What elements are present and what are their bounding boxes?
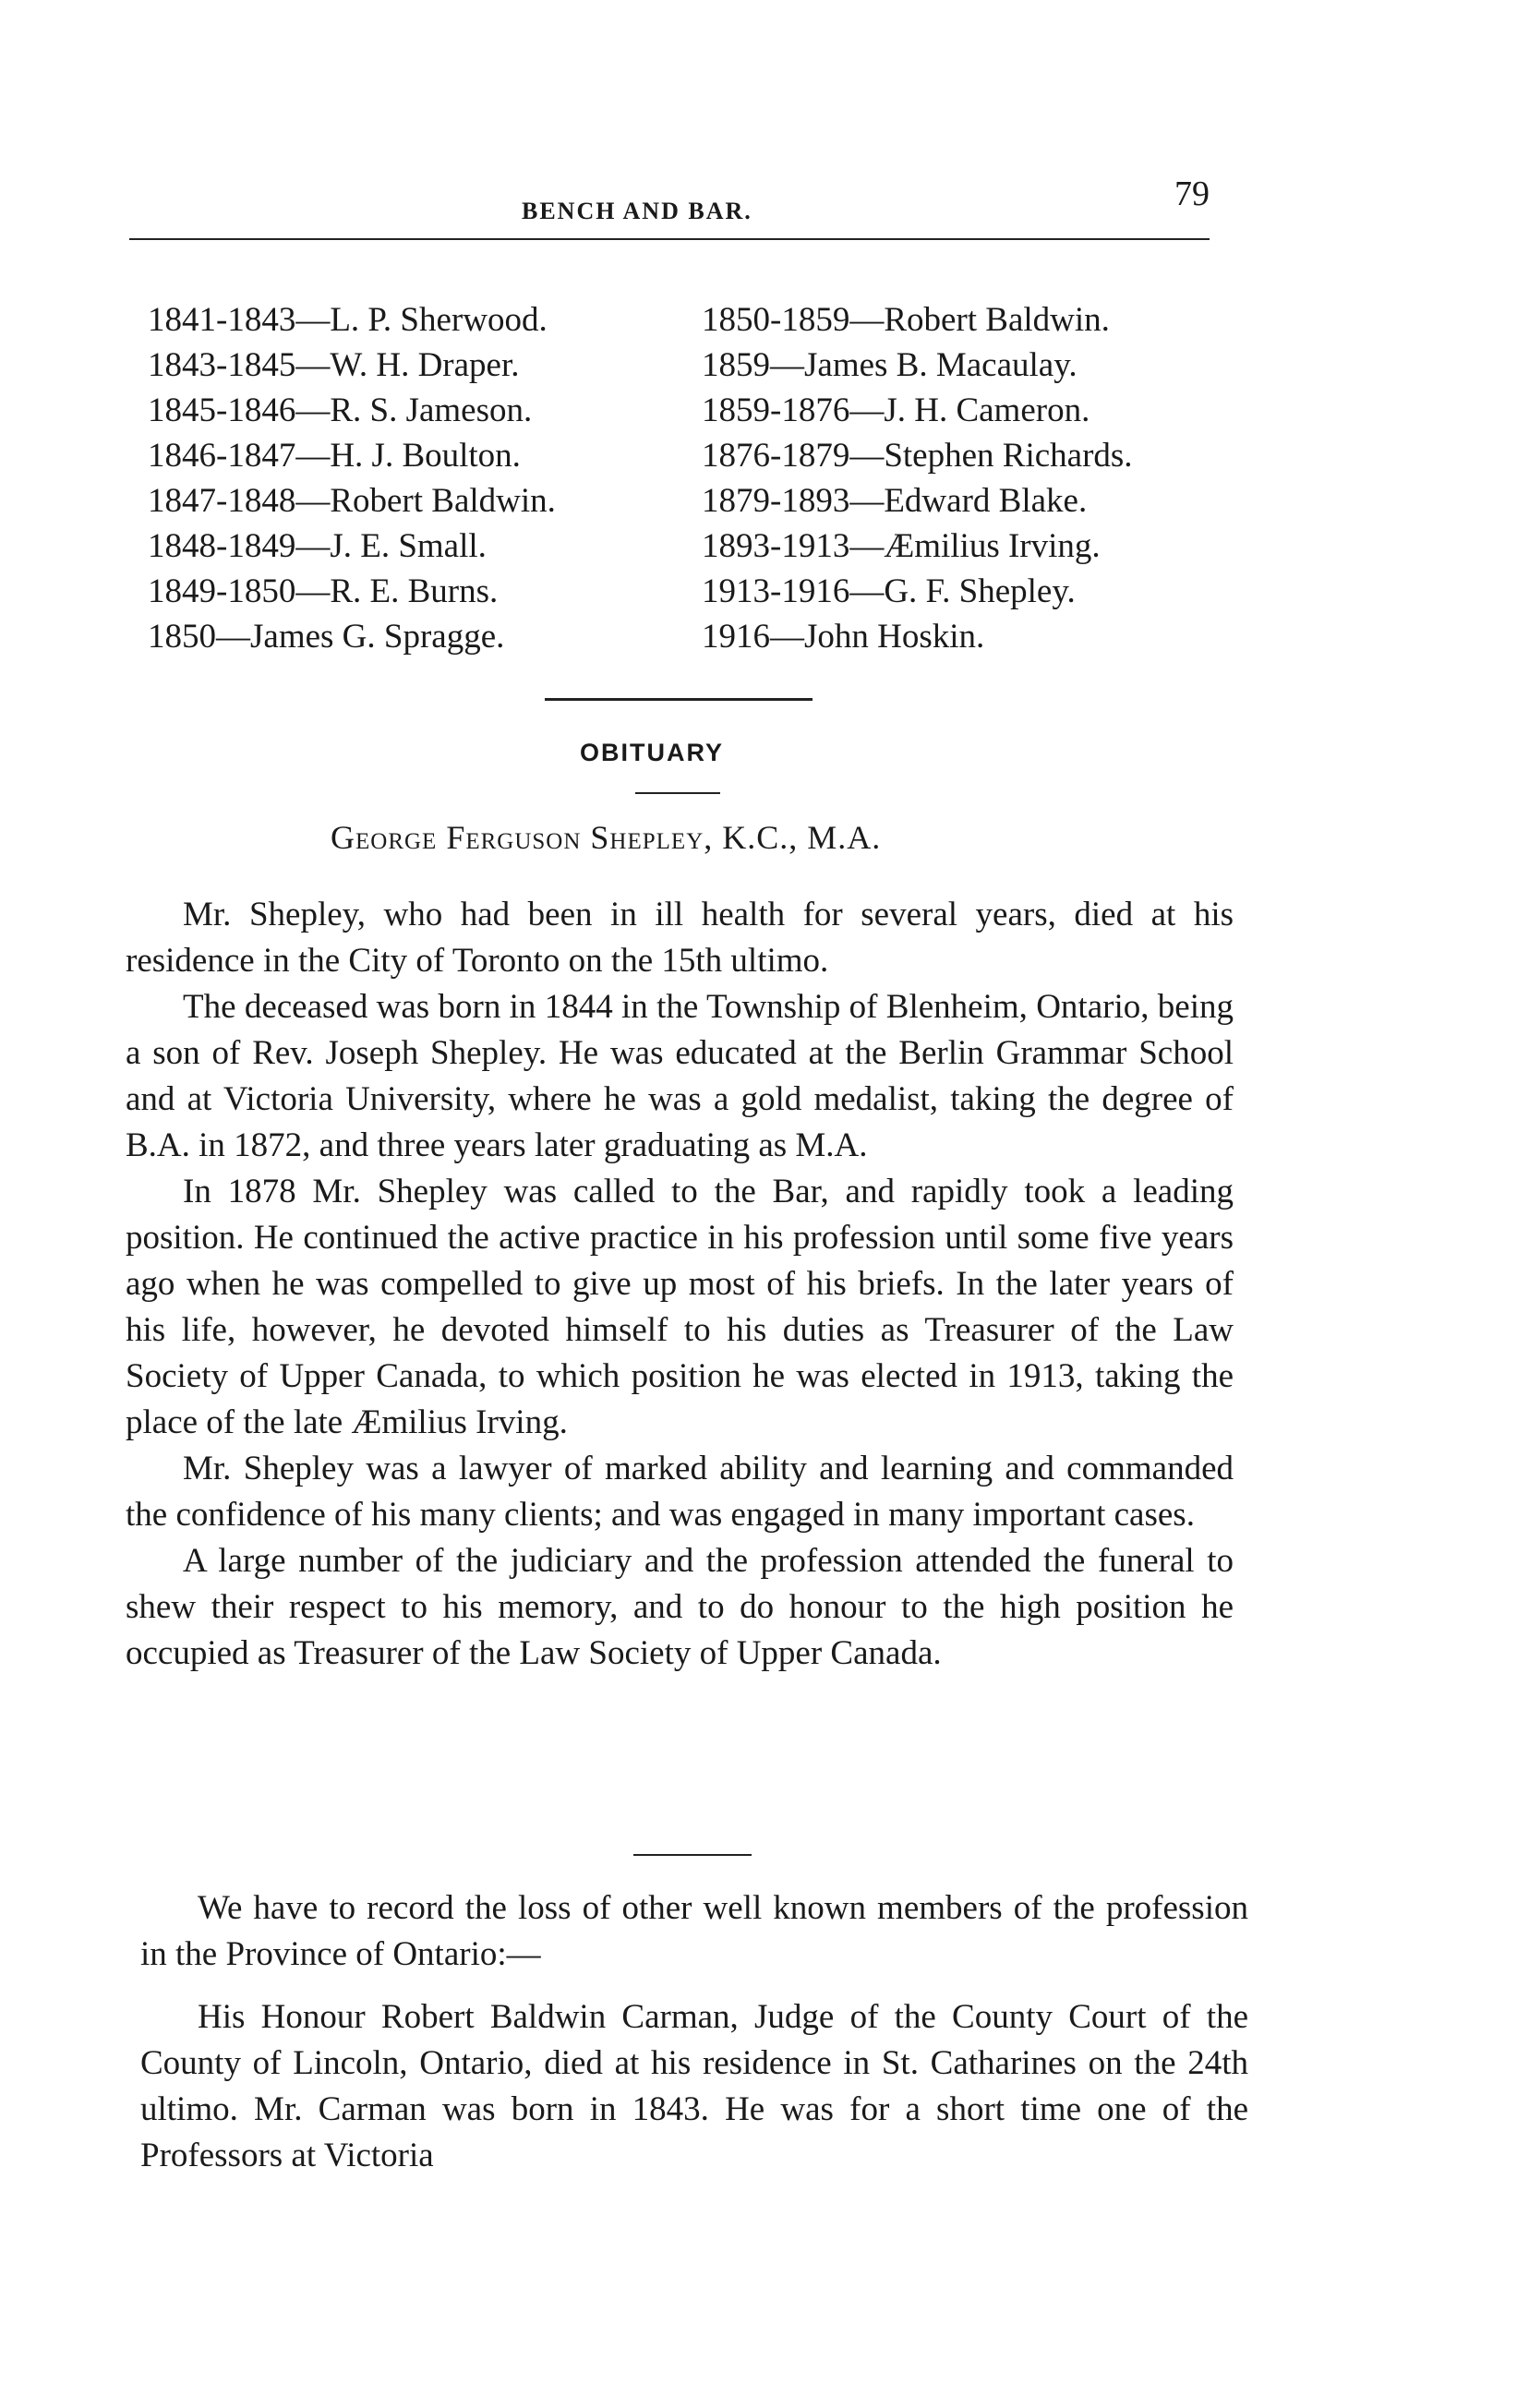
list-item: 1845-1846—R. S. Jameson. bbox=[148, 391, 533, 429]
header-rule bbox=[129, 238, 1210, 240]
running-head: BENCH AND BAR. bbox=[522, 198, 752, 224]
obituary-subject: George Ferguson Shepley, K.C., M.A. bbox=[331, 819, 882, 856]
page-header bbox=[129, 174, 1219, 238]
paragraph: His Honour Robert Baldwin Carman, Judge of the County Court of the County of Lincoln, Ontario, died at his residence in St. Catharines on the 24th ultimo. Mr. Carman was born in 1843. He was for a short time one of the Professors at Victoria bbox=[140, 1998, 1248, 2174]
list-item: 1916—John Hoskin. bbox=[702, 618, 985, 656]
list-item: 1847-1848—Robert Baldwin. bbox=[148, 482, 556, 520]
obituary-heading: OBITUARY bbox=[580, 739, 724, 766]
paragraph: A large number of the judiciary and the profession attended the funeral to shew their respect to his memory, and to do honour to the high position he occupied as Treasurer of the Law Society of Upper Canada. bbox=[126, 1542, 1234, 1672]
list-item: 1893-1913—Æmilius Irving. bbox=[702, 527, 1101, 565]
treasurers-list-right bbox=[702, 297, 1256, 659]
treasurers-list-left bbox=[148, 297, 665, 659]
other-members-body bbox=[140, 1885, 1248, 2179]
list-item: 1841-1843—L. P. Sherwood. bbox=[148, 301, 548, 339]
paragraph: Mr. Shepley, who had been in ill health for several years, died at his residence in the City of Toronto on the 15th ultimo. bbox=[126, 896, 1234, 980]
list-item: 1913-1916—G. F. Shepley. bbox=[702, 572, 1076, 610]
short-divider bbox=[635, 792, 720, 794]
list-item: 1859-1876—J. H. Cameron. bbox=[702, 391, 1090, 429]
list-item: 1859—James B. Macaulay. bbox=[702, 346, 1078, 384]
page-number: 79 bbox=[1174, 175, 1210, 213]
paragraph: We have to record the loss of other well known members of the profession in the Province of Ontario:— bbox=[140, 1889, 1248, 1973]
list-item: 1843-1845—W. H. Draper. bbox=[148, 346, 520, 384]
section-divider bbox=[545, 698, 813, 701]
list-item: 1876-1879—Stephen Richards. bbox=[702, 437, 1133, 475]
list-item: 1850—James G. Spragge. bbox=[148, 618, 505, 656]
list-item: 1849-1850—R. E. Burns. bbox=[148, 572, 499, 610]
paragraph: The deceased was born in 1844 in the Township of Blenheim, Ontario, being a son of Rev. Joseph Shepley. He was educated at the Berlin Grammar School and at Victoria University, where he was a gold medalist, taking the degree of B.A. in 1872, and three years later graduating as M.A. bbox=[126, 988, 1234, 1164]
list-item: 1879-1893—Edward Blake. bbox=[702, 482, 1088, 520]
obituary-body bbox=[126, 892, 1234, 1677]
section-divider bbox=[633, 1854, 752, 1856]
list-item: 1846-1847—H. J. Boulton. bbox=[148, 437, 521, 475]
paragraph: Mr. Shepley was a lawyer of marked ability and learning and commanded the confidence of his many clients; and was engaged in many important cases. bbox=[126, 1450, 1234, 1534]
list-item: 1850-1859—Robert Baldwin. bbox=[702, 301, 1110, 339]
list-item: 1848-1849—J. E. Small. bbox=[148, 527, 487, 565]
paragraph: In 1878 Mr. Shepley was called to the Bar, and rapidly took a leading position. He continued the active practice in his profession until some five years ago when he was compelled to give up most of his briefs. In the later years of his life, however, he devoted himself to his duties as Treasurer of the Law Society of Upper Canada, to which position he was elected in 1913, taking the place of the late Æmilius Irving. bbox=[126, 1173, 1234, 1441]
